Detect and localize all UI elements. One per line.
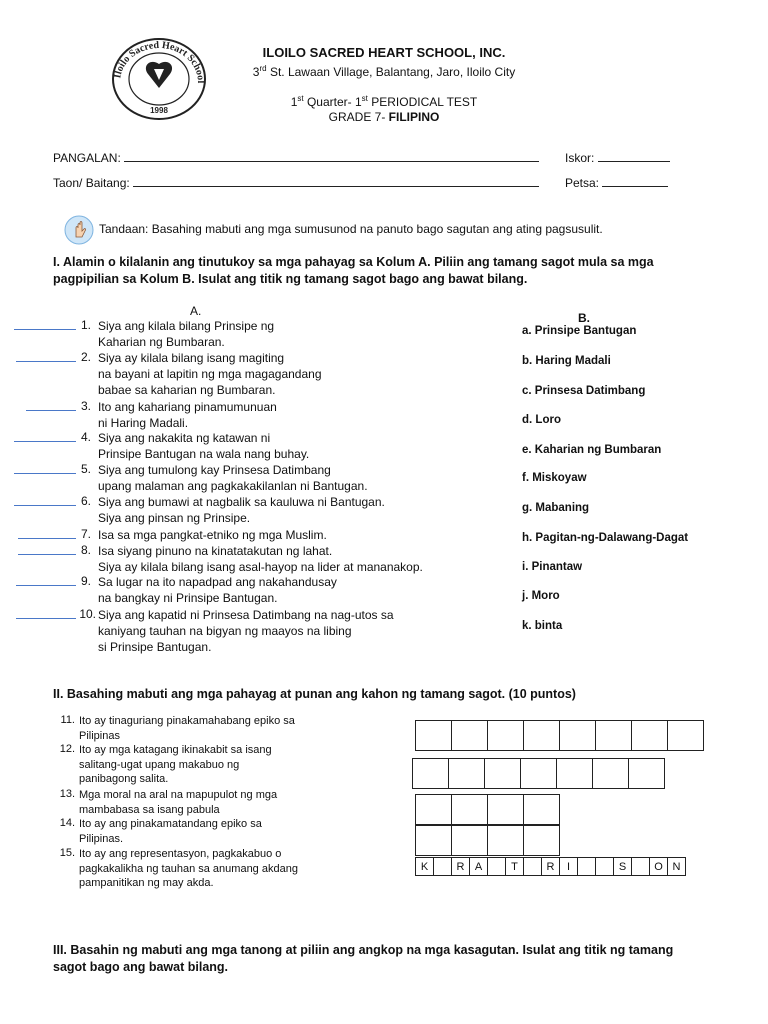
letter-box[interactable] [577, 857, 596, 876]
letter-box[interactable] [520, 758, 557, 789]
choice-item: i. Pinantaw [522, 561, 583, 573]
school-logo [110, 36, 208, 122]
part1-title: I. Alamin o kilalanin ang tinutukoy sa mga pahayag sa Kolum A. Piliin ang tamang sagot mula sa mga pagpipilian sa Kolum B. Isulat ang titik ng tamang sagot bago ang bawat bilang. [53, 255, 654, 286]
exam-quarter: 1st Quarter- 1st PERIODICAL TEST [290, 94, 478, 109]
letter-box[interactable] [487, 794, 524, 825]
question-line: mambabasa sa isang pabula [79, 803, 220, 816]
school-address: 3rd St. Lawaan Village, Balantang, Jaro, Iloilo City [252, 64, 516, 79]
question-text [98, 462, 368, 494]
question-number: 1. [80, 318, 91, 332]
question-text [79, 847, 298, 891]
choice-item: b. Haring Madali [522, 355, 611, 367]
pointing-hand-icon [64, 215, 94, 245]
question-number: 3. [80, 399, 91, 413]
part3-title: III. Basahin ng mabuti ang mga tanong at piliin ang angkop na mga kasagutan. Isulat ang titik ng tamang sagot bago ang bawat bilang. [53, 943, 674, 974]
column-a-label: A. [190, 304, 202, 318]
question-number: 9. [80, 574, 91, 588]
letter-box[interactable] [433, 857, 452, 876]
question-number: 8. [80, 543, 91, 557]
letter-box[interactable] [628, 758, 665, 789]
choice-item: c. Prinsesa Datimbang [522, 385, 646, 397]
letter-box[interactable] [412, 758, 449, 789]
question-line: Mga moral na aral na mapupulot ng mga [79, 789, 278, 801]
letter-box[interactable] [451, 720, 488, 751]
question-line: Siya ang tumulong kay Prinsesa Datimbang [98, 463, 331, 477]
question-line: si Prinsipe Bantugan. [98, 640, 212, 654]
question-line: Siya ang bumawi at nagbalik sa kauluwa ni Bantugan. [98, 495, 385, 509]
choice-item: h. Pagitan-ng-Dalawang-Dagat [522, 532, 689, 544]
question-number: 15. [59, 847, 75, 859]
logo-year: 1998 [150, 106, 168, 115]
question-text [98, 430, 309, 462]
letter-box[interactable]: N [667, 857, 686, 876]
letter-box[interactable] [523, 720, 560, 751]
question-line: Kaharian ng Bumbaran. [98, 335, 225, 349]
answer-boxes-15[interactable] [415, 857, 686, 876]
letter-box[interactable] [523, 794, 560, 825]
question-line: Siya ang kilala bilang Prinsipe ng [98, 319, 275, 333]
choice-item: e. Kaharian ng Bumbaran [522, 444, 662, 456]
letter-box[interactable]: R [541, 857, 560, 876]
letter-box[interactable] [595, 720, 632, 751]
question-line: upang malaman ang pagkakakilanlan ni Bantugan. [98, 479, 368, 493]
question-text [79, 788, 277, 817]
year-section-field[interactable]: Taon/ Baitang: [53, 175, 539, 190]
choice-item: k. binta [522, 620, 563, 632]
score-field[interactable]: Iskor: [565, 150, 670, 165]
letter-box[interactable] [559, 720, 596, 751]
answer-boxes-12[interactable] [412, 758, 665, 789]
letter-box[interactable] [415, 825, 452, 856]
question-number: 7. [80, 527, 91, 541]
question-line: Ito ay ang pinakamatandang epiko sa [79, 818, 262, 830]
letter-box[interactable] [556, 758, 593, 789]
question-line: salitang-ugat upang makabuo ng [79, 758, 240, 771]
question-line: ni Haring Madali. [98, 416, 189, 430]
question-line: babae sa kaharian ng Bumbaran. [98, 383, 276, 397]
answer-boxes-13[interactable] [415, 794, 560, 825]
letter-box[interactable] [448, 758, 485, 789]
letter-box[interactable] [523, 857, 542, 876]
question-text [98, 318, 274, 350]
letter-box[interactable]: R [451, 857, 470, 876]
question-number: 11. [60, 714, 75, 726]
letter-box[interactable] [595, 857, 614, 876]
question-line: Siya ang kapatid ni Prinsesa Datimbang na nag-utos sa [98, 608, 394, 622]
question-text [79, 714, 295, 743]
question-line: pagkakalikha ng tauhan sa anumang akdang [79, 862, 298, 875]
answer-boxes-14[interactable] [415, 825, 560, 856]
letter-box[interactable] [487, 825, 524, 856]
letter-box[interactable]: I [559, 857, 578, 876]
question-line: na bangkay ni Prinsipe Bantugan. [98, 591, 278, 605]
question-number: 4. [80, 430, 91, 444]
question-text [98, 543, 423, 575]
question-number: 2. [80, 350, 91, 364]
question-number: 5. [80, 462, 91, 476]
question-line: panibagong salita. [79, 773, 169, 786]
choice-item: f. Miskoyaw [522, 472, 587, 484]
question-line: Isa siyang pinuno na kinatatakutan ng lahat. [98, 544, 333, 558]
letter-box[interactable] [631, 857, 650, 876]
choice-item: g. Mabaning [522, 502, 590, 514]
question-line: Siya ay kilala bilang isang magiting [98, 351, 285, 365]
letter-box[interactable]: K [415, 857, 434, 876]
question-line: Siya ay kilala bilang isang asal-hayop na lider at mananakop. [98, 560, 423, 574]
question-number: 6. [80, 494, 91, 508]
question-line: Siya ang pinsan ng Prinsipe. [98, 511, 251, 525]
question-text [98, 350, 322, 398]
letter-box[interactable] [592, 758, 629, 789]
letter-box[interactable] [415, 794, 452, 825]
question-line: Isa sa mga pangkat-etniko ng mga Muslim. [98, 528, 327, 542]
name-field[interactable]: PANGALAN: [53, 150, 539, 165]
question-line: pampanitikan ng may akda. [79, 877, 214, 890]
question-line: Ito ay mga katagang ikinakabit sa isang [79, 744, 272, 756]
column-b-label: B. [578, 311, 590, 325]
part2-title: II. Basahing mabuti ang mga pahayag at punan ang kahon ng tamang sagot. (10 puntos) [53, 687, 576, 701]
question-line: Prinsipe Bantugan na wala nang buhay. [98, 447, 310, 461]
question-number: 10. [79, 607, 96, 621]
question-line: na bayani at lapitin ng mga magagandang [98, 367, 322, 381]
question-line: Pilipinas [79, 729, 120, 742]
letter-box[interactable]: T [505, 857, 524, 876]
question-text [79, 817, 262, 846]
choice-item: a. Prinsipe Bantugan [522, 325, 637, 337]
letter-box[interactable] [631, 720, 668, 751]
letter-box[interactable] [523, 825, 560, 856]
letter-box[interactable] [667, 720, 704, 751]
question-line: Ito ay tinaguriang pinakamahabang epiko sa [79, 715, 295, 727]
instruction-note: Tandaan: Basahing mabuti ang mga sumusunod na panuto bago sagutan ang ating pagsusulit. [99, 222, 603, 236]
question-text [98, 494, 385, 526]
letter-box[interactable]: A [469, 857, 488, 876]
question-line: Sa lugar na ito napadpad ang nakahandusay [98, 575, 337, 589]
question-line: Pilipinas. [79, 832, 124, 845]
logo-text: Iloilo Sacred Heart School [112, 39, 207, 84]
question-text [98, 399, 277, 431]
letter-box[interactable]: S [613, 857, 632, 876]
question-text [98, 607, 394, 655]
question-line: Ito ang kahariang pinamumunuan [98, 400, 277, 414]
date-field[interactable]: Petsa: [565, 175, 668, 190]
question-text [98, 527, 327, 543]
question-number: 14. [59, 817, 75, 829]
choice-item: j. Moro [522, 590, 560, 602]
choice-item: d. Loro [522, 414, 561, 426]
letter-box[interactable] [484, 758, 521, 789]
school-name: ILOILO SACRED HEART SCHOOL, INC. [262, 45, 506, 60]
letter-box[interactable] [487, 857, 506, 876]
exam-grade: GRADE 7- FILIPINO [328, 110, 440, 124]
letter-box[interactable] [487, 720, 524, 751]
letter-box[interactable] [451, 794, 488, 825]
question-number: 13. [59, 788, 75, 800]
question-text [79, 743, 272, 787]
question-line: Siya ang nakakita ng katawan ni [98, 431, 271, 445]
question-number: 12. [59, 743, 75, 755]
question-line: kaniyang tauhan na bigyan ng maayos na libing [98, 624, 352, 638]
letter-box[interactable]: O [649, 857, 668, 876]
question-line: Ito ay ang representasyon, pagkakabuo o [79, 848, 282, 860]
answer-boxes-11[interactable] [415, 720, 704, 751]
question-text [98, 574, 337, 606]
letter-box[interactable] [451, 825, 488, 856]
letter-box[interactable] [415, 720, 452, 751]
